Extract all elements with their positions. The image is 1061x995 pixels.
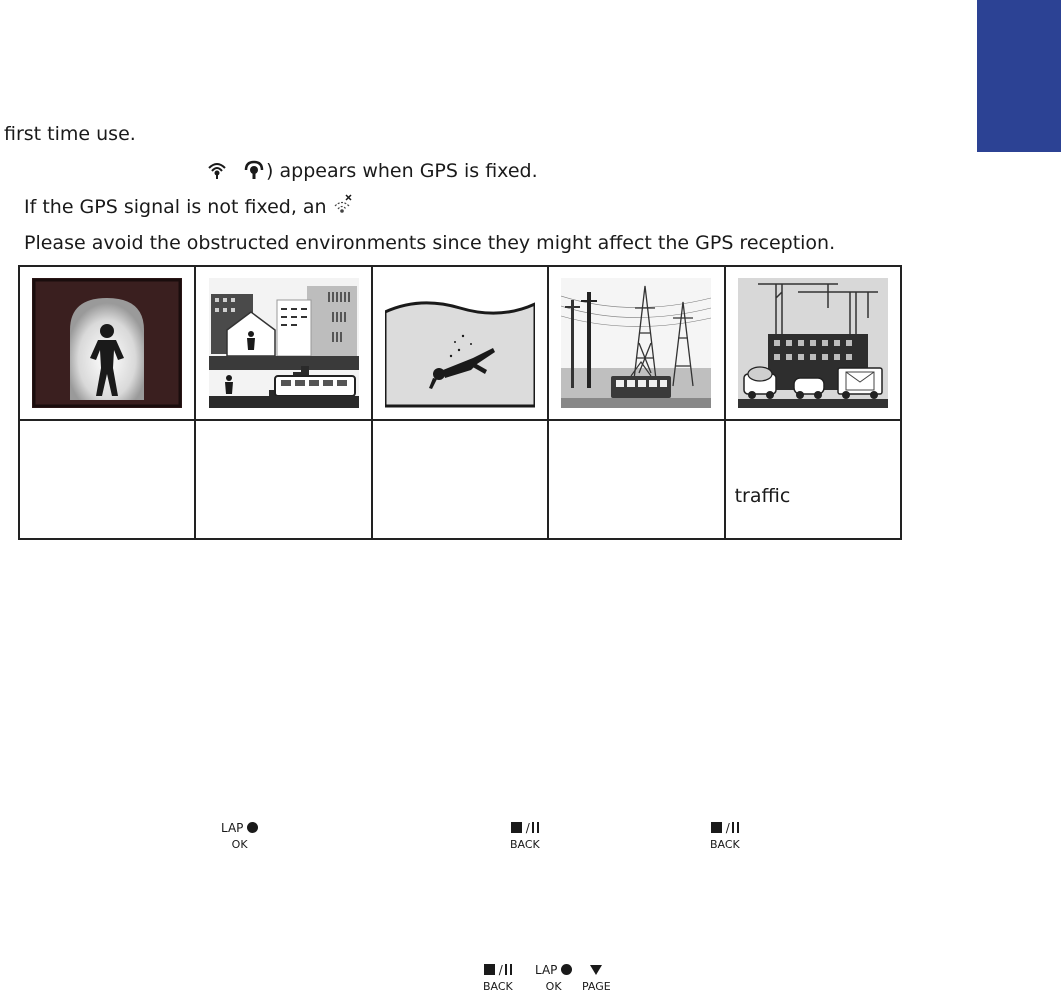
caption-cell-traffic: traffic [725, 420, 901, 539]
buildings-picture [209, 278, 359, 408]
text-line-gps-not-fixed: If the GPS signal is not fixed, an [24, 194, 353, 217]
construction-cell [725, 266, 901, 420]
chapter-tab [977, 0, 1061, 152]
environment-table [18, 265, 902, 540]
caption-cell [195, 420, 371, 539]
pause-icon [732, 822, 739, 833]
construction-picture [738, 278, 888, 408]
stop-icon [484, 964, 495, 975]
pause-icon [532, 822, 539, 833]
stop-back-button-label: / BACK [510, 821, 540, 851]
text-line-avoid: Please avoid the obstructed environments since they might affect the GPS reception. [24, 232, 836, 254]
stop-back-button-label-2: / BACK [710, 821, 740, 851]
caption-cell [19, 420, 195, 539]
stop-back-button-label-3: / BACK [483, 963, 513, 993]
page-button-label: PAGE [582, 964, 611, 992]
pause-icon [505, 964, 512, 975]
lap-ok-button-label: LAP OK [221, 822, 258, 850]
power-lines-picture [561, 278, 711, 408]
lap-ok-button-label-2: LAP OK [535, 964, 572, 992]
caption-row [19, 420, 901, 539]
power-lines-cell [548, 266, 724, 420]
text-line-first-time: first time use. [4, 123, 136, 145]
triangle-down-icon [590, 965, 602, 975]
circle-icon [561, 964, 572, 975]
buildings-cell [195, 266, 371, 420]
tunnel-cell [19, 266, 195, 420]
text-line-gps-fixed: ) appears when GPS is fixed. [206, 160, 538, 181]
gps-no-signal-icon [333, 194, 353, 216]
circle-icon [247, 822, 258, 833]
caption-cell [372, 420, 548, 539]
underwater-cell [372, 266, 548, 420]
caption-cell [548, 420, 724, 539]
picture-row [19, 266, 901, 420]
tunnel-picture [32, 278, 182, 408]
gps-signal-icon-2 [242, 160, 266, 180]
gps-signal-icon [206, 160, 228, 180]
stop-icon [711, 822, 722, 833]
underwater-picture [385, 278, 535, 408]
stop-icon [511, 822, 522, 833]
